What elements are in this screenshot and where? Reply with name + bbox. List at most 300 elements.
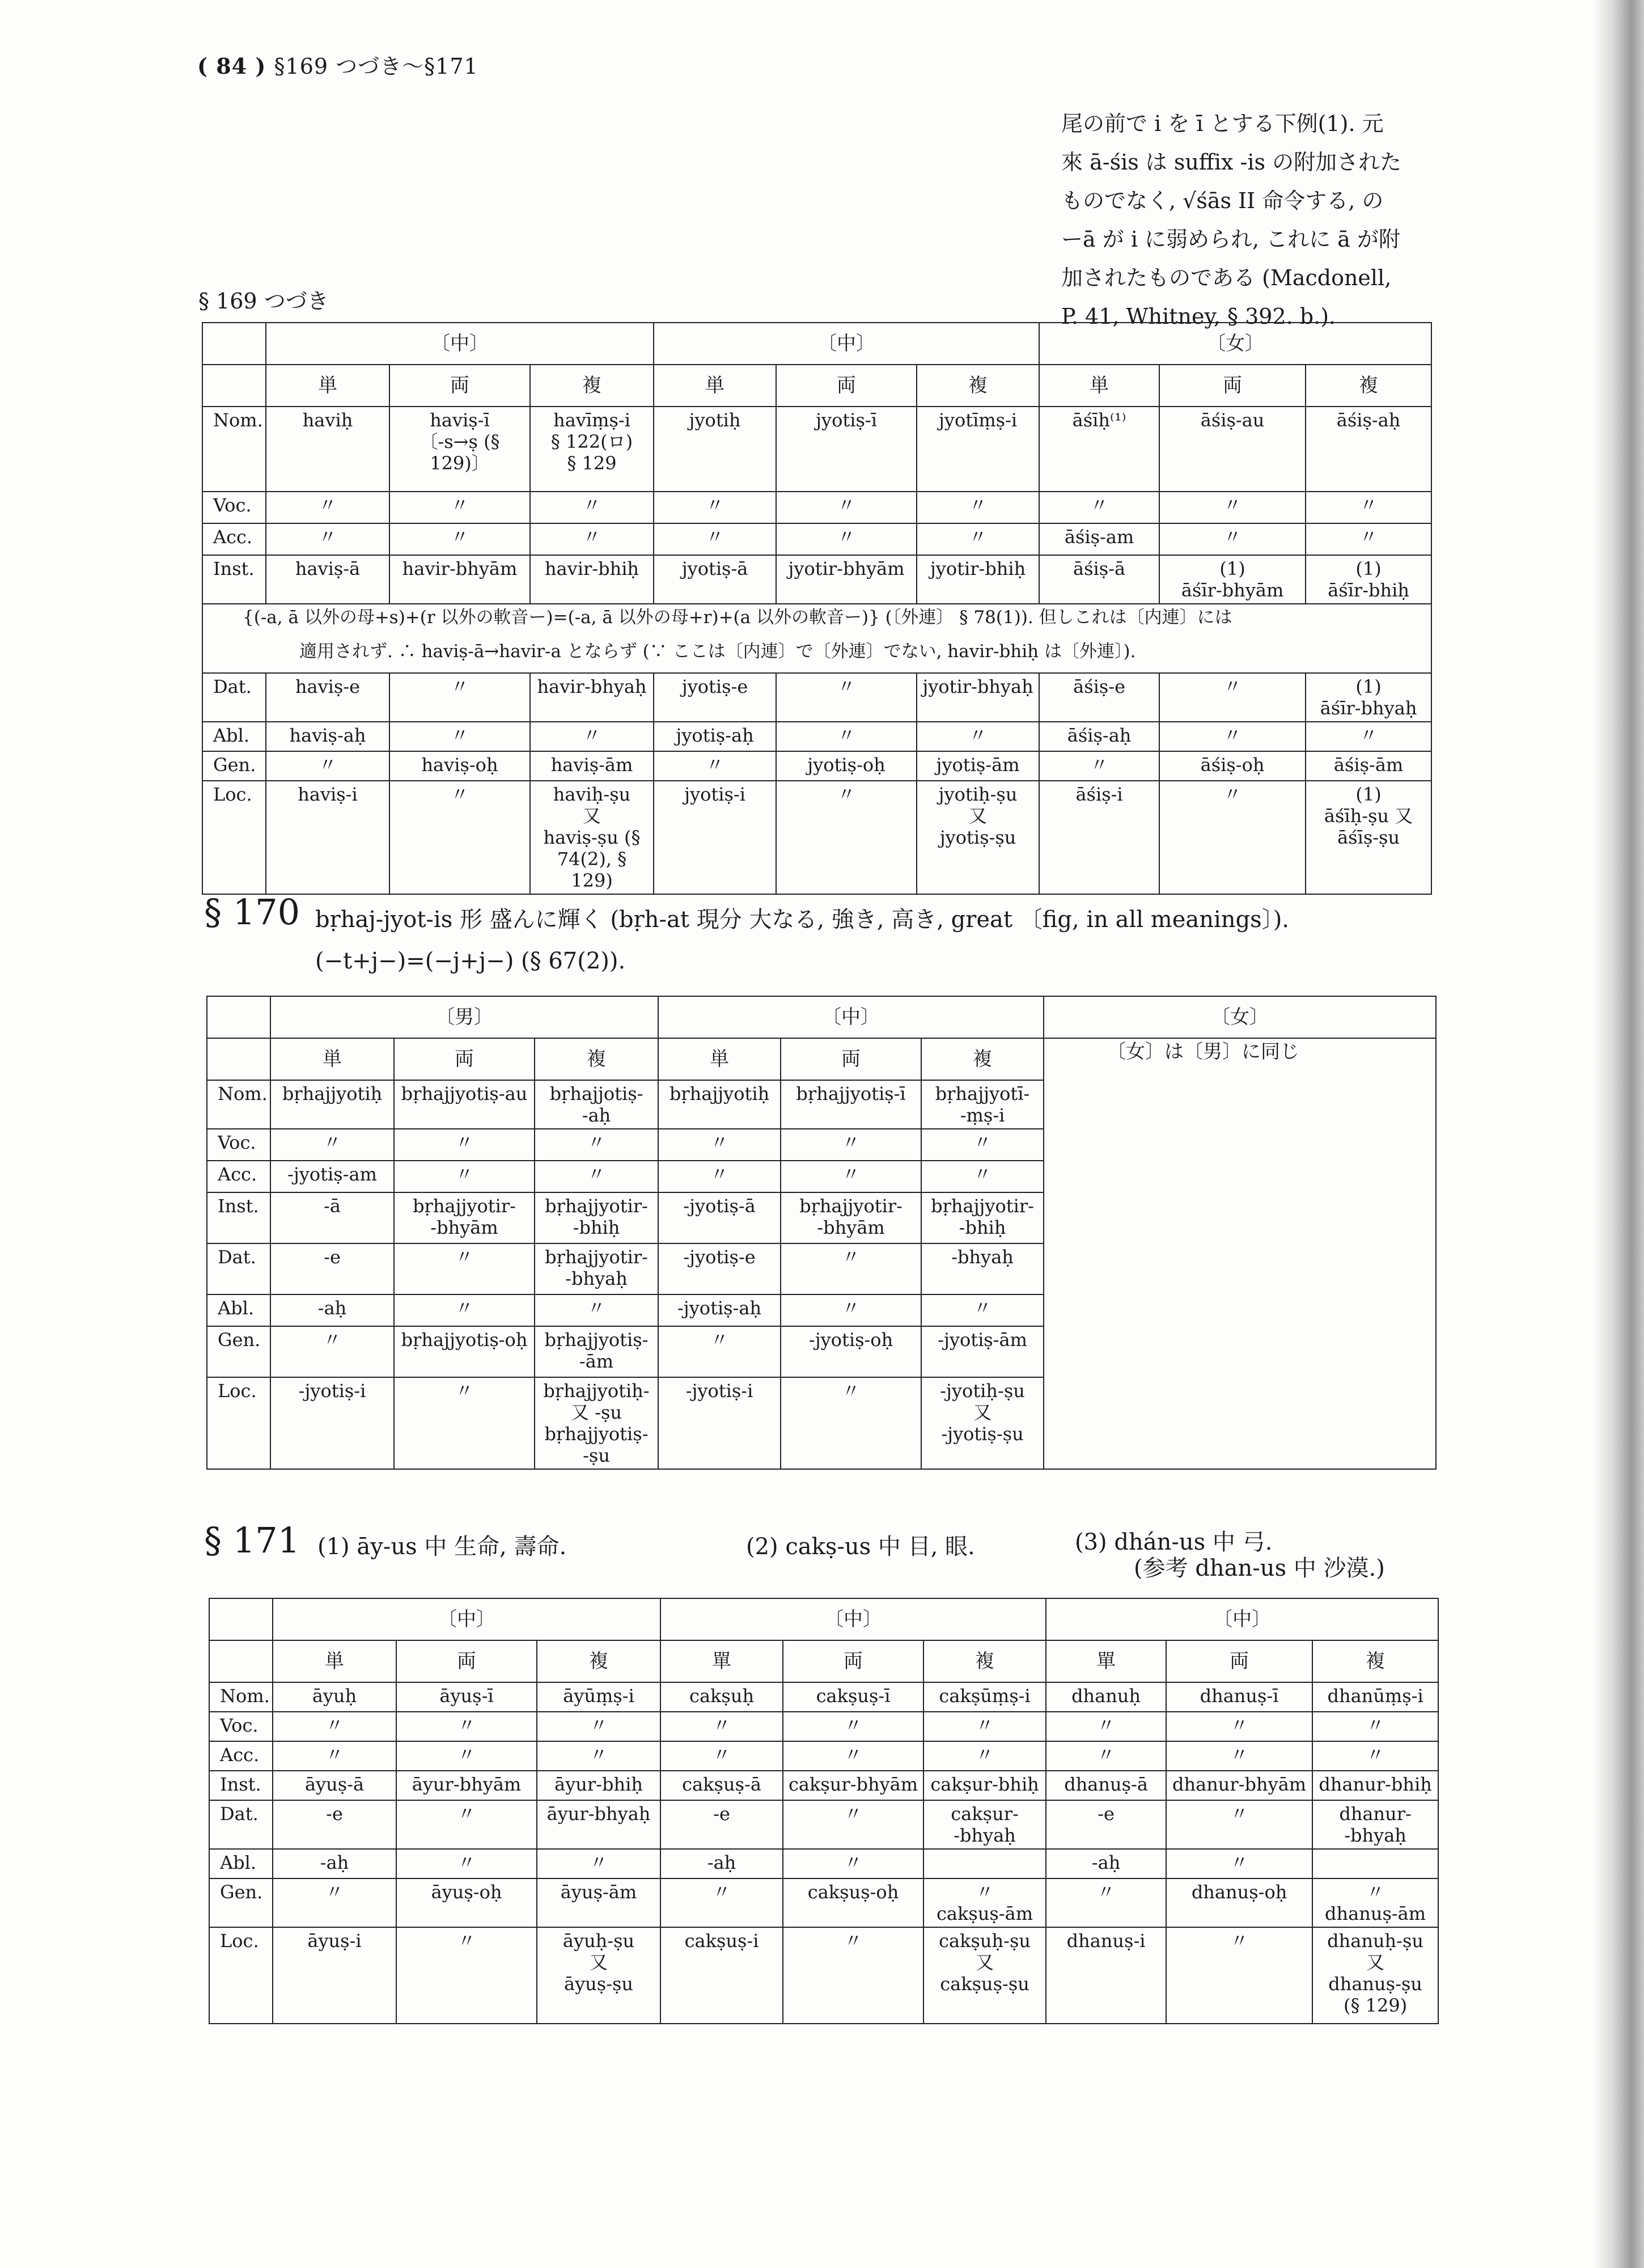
table-169	[202, 322, 1432, 895]
table-cell: 〃	[389, 523, 530, 555]
table-cell: jyotiṣ-aḥ	[654, 722, 776, 751]
table-row	[202, 492, 1431, 523]
table-cell: bṛhajjyotir- -bhyām	[394, 1192, 535, 1243]
table-cell: 〃	[389, 722, 530, 751]
case-label: Acc.	[202, 523, 266, 555]
table-cell: cakṣuḥ-ṣu 又 cakṣuṣ-ṣu	[923, 1927, 1046, 2024]
table-cell: 〃	[537, 1712, 660, 1741]
table-cell: 〃	[923, 1712, 1046, 1741]
table-cell: cakṣur-bhiḥ	[923, 1771, 1046, 1800]
table-row	[209, 1682, 1438, 1712]
number-header-row	[209, 1640, 1438, 1682]
table-cell: āyuḥ-ṣu 又 āyuṣ-ṣu	[537, 1927, 660, 2024]
table-cell: dhanuṣ-ī	[1166, 1682, 1312, 1712]
table-cell: jyotiṣ-e	[654, 673, 776, 722]
table-cell: (1) āśīr-bhyaḥ	[1306, 673, 1431, 722]
number-header: 両	[396, 1640, 537, 1682]
table-row	[202, 523, 1431, 555]
table-cell: 〃	[273, 1712, 396, 1741]
table-cell: -e	[273, 1800, 396, 1849]
table-cell: 〃	[658, 1326, 781, 1377]
note-line: ーā が i に弱められ, これに ā が附	[1061, 227, 1401, 252]
table-cell: 〃 cakṣuṣ-ām	[923, 1878, 1046, 1927]
table-cell: bṛhajjyotiṣ-au	[394, 1080, 535, 1129]
section-169-label: § 169 つづき	[198, 289, 329, 314]
table-cell: dhanur- -bhyaḥ	[1312, 1800, 1438, 1849]
table-cell: -jyotiṣ-am	[270, 1161, 394, 1192]
table-cell	[1312, 1849, 1438, 1878]
number-header: 単	[266, 365, 389, 407]
table-cell: 〃	[660, 1712, 783, 1741]
table-cell: havir-bhyaḥ	[530, 673, 654, 722]
table-cell: bṛhajjyotir- -bhiḥ	[921, 1192, 1044, 1243]
table-cell: cakṣur-bhyām	[783, 1771, 923, 1800]
table-cell: āśiṣ-oḥ	[1159, 751, 1306, 781]
table-row	[209, 1712, 1438, 1741]
gender-header-row	[209, 1598, 1438, 1640]
case-label: Abl.	[202, 722, 266, 751]
table-cell: 〃	[1159, 523, 1306, 555]
section-range: §169 つづき〜§171	[274, 54, 478, 79]
table-cell: 〃	[781, 1377, 921, 1469]
table-cell: haviḥ	[266, 407, 389, 492]
table-cell: āśiṣ-au	[1159, 407, 1306, 492]
table-cell: 〃	[396, 1927, 537, 2024]
gender-header-row	[207, 996, 1436, 1038]
case-label: Loc.	[209, 1927, 273, 2024]
table-cell: -bhyaḥ	[921, 1243, 1044, 1294]
table-cell: āyuḥ	[273, 1682, 396, 1712]
table-cell: 〃	[776, 523, 917, 555]
gender-header-row	[202, 323, 1431, 365]
table-row	[202, 673, 1431, 722]
table-cell: dhanuṣ-ā	[1046, 1771, 1166, 1800]
table-cell: dhanūṃṣ-i	[1312, 1682, 1438, 1712]
rule-text: 適用されず. ∴ haviṣ-ā→havir-a とならず (∵ ここは〔内連〕で〔外連〕でない, havir-bhiḥ は〔外連〕).	[202, 638, 1431, 673]
table-cell: 〃	[917, 722, 1039, 751]
table-cell: 〃	[1166, 1800, 1312, 1849]
table-cell: 〃	[1046, 1878, 1166, 1927]
table-cell: 〃	[1039, 492, 1159, 523]
table-cell: -e	[270, 1243, 394, 1294]
number-header: 複	[921, 1038, 1044, 1080]
table-cell: āśiṣ-e	[1039, 673, 1159, 722]
table-cell: bṛhajjyotī- -ṃṣ-i	[921, 1080, 1044, 1129]
table-cell: āyuṣ-ām	[537, 1878, 660, 1927]
page-edge-shadow	[1593, 0, 1644, 2268]
gender-header: 〔中〕	[654, 323, 1039, 365]
case-label: Loc.	[207, 1377, 270, 1469]
table-cell: 〃	[270, 1129, 394, 1161]
case-label: Inst.	[209, 1771, 273, 1800]
table-cell: 〃	[273, 1741, 396, 1771]
table-cell: (1) āśīr-bhiḥ	[1306, 555, 1431, 604]
number-header: 両	[781, 1038, 921, 1080]
corner-cell	[202, 365, 266, 407]
table-cell: jyotiḥ-ṣu 又 jyotiṣ-ṣu	[917, 781, 1039, 894]
section-171-item2: (2) cakṣ-us 中 目, 眼.	[746, 1534, 975, 1560]
table-cell: cakṣuṣ-ī	[783, 1682, 923, 1712]
table-cell	[923, 1849, 1046, 1878]
table-cell: 〃	[921, 1294, 1044, 1326]
table-171	[209, 1598, 1439, 2024]
table-cell: bṛhajjyotiṣ-ī	[781, 1080, 921, 1129]
section-171-item1: (1) āy-us 中 生命, 壽命.	[317, 1534, 567, 1560]
table-cell: āśiṣ-ā	[1039, 555, 1159, 604]
number-header: 單	[1046, 1640, 1166, 1682]
table-cell: 〃	[781, 1161, 921, 1192]
table-cell: 〃	[1159, 781, 1306, 894]
table-row	[209, 1849, 1438, 1878]
number-header: 両	[394, 1038, 535, 1080]
case-label: Gen.	[207, 1326, 270, 1377]
table-cell: -aḥ	[1046, 1849, 1166, 1878]
gender-header: 〔中〕	[658, 996, 1044, 1038]
table-cell: 〃	[394, 1377, 535, 1469]
number-header-row	[207, 1038, 1436, 1080]
table-row	[202, 781, 1431, 894]
table-cell: 〃	[273, 1878, 396, 1927]
number-header: 単	[658, 1038, 781, 1080]
table-cell: jyotīṃṣ-i	[917, 407, 1039, 492]
table-cell: (1) āśīḥ-ṣu 又 āśīṣ-ṣu	[1306, 781, 1431, 894]
table-cell: -aḥ	[660, 1849, 783, 1878]
table-cell: haviṣ-e	[266, 673, 389, 722]
number-header: 両	[783, 1640, 923, 1682]
table-cell: -jyotiṣ-ām	[921, 1326, 1044, 1377]
table-cell: cakṣuṣ-ā	[660, 1771, 783, 1800]
table-cell: āśiṣ-i	[1039, 781, 1159, 894]
number-header: 複	[1306, 365, 1431, 407]
case-label: Voc.	[209, 1712, 273, 1741]
case-label: Nom.	[209, 1682, 273, 1712]
table-cell: 〃	[776, 492, 917, 523]
table-cell: bṛhajjyotiṣ- -ām	[535, 1326, 658, 1377]
table-cell: 〃	[530, 722, 654, 751]
case-label: Abl.	[209, 1849, 273, 1878]
table-cell: jyotiṣ-ā	[654, 555, 776, 604]
table-cell: haviṣ-aḥ	[266, 722, 389, 751]
table-cell: āśiṣ-ām	[1306, 751, 1431, 781]
table-cell: jyotiṣ-oḥ	[776, 751, 917, 781]
rule-text: {(-a, ā 以外の母+s)+(r 以外の軟音ー)=(-a, ā 以外の母+r)+(a 以外の軟音ー)} (〔外連〕 § 78(1)). 但しこれは〔内連〕には	[202, 604, 1431, 638]
table-cell: 〃	[783, 1741, 923, 1771]
table-cell: 〃	[537, 1849, 660, 1878]
case-label: Voc.	[207, 1129, 270, 1161]
table-cell: āyuṣ-oḥ	[396, 1878, 537, 1927]
gender-header: 〔女〕	[1039, 323, 1431, 365]
table-cell: (1) āśīr-bhyām	[1159, 555, 1306, 604]
case-label: Acc.	[209, 1741, 273, 1771]
table-cell: 〃	[1312, 1741, 1438, 1771]
table-cell: 〃	[396, 1741, 537, 1771]
number-header: 複	[923, 1640, 1046, 1682]
case-label: Inst.	[202, 555, 266, 604]
table-cell: 〃	[266, 523, 389, 555]
case-label: Gen.	[209, 1878, 273, 1927]
table-cell: 〃	[783, 1800, 923, 1849]
table-cell: 〃	[917, 492, 1039, 523]
number-header: 両	[1159, 365, 1306, 407]
table-cell: -jyotiṣ-aḥ	[658, 1294, 781, 1326]
number-header: 複	[1312, 1640, 1438, 1682]
table-cell: 〃	[537, 1741, 660, 1771]
table-cell: 〃	[266, 492, 389, 523]
table-cell: -jyotiḥ-ṣu 又 -jyotiṣ-ṣu	[921, 1377, 1044, 1469]
table-cell: -aḥ	[270, 1294, 394, 1326]
section-171-number: § 171	[204, 1520, 300, 1561]
section-171-item3: (3) dhán-us 中 弓.	[1075, 1529, 1273, 1555]
table-cell: āśiṣ-am	[1039, 523, 1159, 555]
table-cell: 〃	[396, 1712, 537, 1741]
table-cell: bṛhajjyotiḥ	[658, 1080, 781, 1129]
table-cell: 〃	[394, 1243, 535, 1294]
table-cell: bṛhajjyotiṣ-oḥ	[394, 1326, 535, 1377]
table-cell: 〃	[783, 1927, 923, 2024]
case-label: Loc.	[202, 781, 266, 894]
table-cell: haviṣ-ā	[266, 555, 389, 604]
corner-cell	[207, 1038, 270, 1080]
table-cell: havir-bhiḥ	[530, 555, 654, 604]
table-cell: -e	[660, 1800, 783, 1849]
case-label: Nom.	[202, 407, 266, 492]
case-label: Nom.	[207, 1080, 270, 1129]
table-cell: 〃	[396, 1849, 537, 1878]
table-cell: 〃	[660, 1741, 783, 1771]
table-cell: 〃	[917, 523, 1039, 555]
table-cell: 〃	[781, 1129, 921, 1161]
case-label: Abl.	[207, 1294, 270, 1326]
number-header: 単	[1039, 365, 1159, 407]
table-cell: āyuṣ-ī	[396, 1682, 537, 1712]
table-cell: 〃	[394, 1129, 535, 1161]
table-cell: -e	[1046, 1800, 1166, 1849]
table-cell: cakṣuṣ-oḥ	[783, 1878, 923, 1927]
table-cell: 〃	[389, 781, 530, 894]
table-cell: 〃	[266, 751, 389, 781]
table-row	[202, 722, 1431, 751]
table-row	[202, 555, 1431, 604]
section-170-number: § 170	[204, 891, 300, 933]
table-cell: 〃	[658, 1129, 781, 1161]
table-cell: 〃	[1306, 722, 1431, 751]
table-cell: -jyotiṣ-ā	[658, 1192, 781, 1243]
table-cell: 〃	[535, 1161, 658, 1192]
table-cell: āśiṣ-aḥ	[1039, 722, 1159, 751]
page-header	[197, 49, 478, 80]
table-cell: jyotir-bhyām	[776, 555, 917, 604]
table-cell: 〃	[776, 722, 917, 751]
table-cell: 〃	[1046, 1712, 1166, 1741]
gender-header: 〔中〕	[266, 323, 654, 365]
table-cell: jyotiṣ-i	[654, 781, 776, 894]
table-cell: 〃	[776, 673, 917, 722]
table-cell: 〃	[1166, 1741, 1312, 1771]
table-cell: havīṃṣ-i § 122(ロ) § 129	[530, 407, 654, 492]
table-cell: 〃	[654, 523, 776, 555]
table-cell: 〃	[1159, 492, 1306, 523]
table-cell: āyur-bhyām	[396, 1771, 537, 1800]
table-cell: jyotir-bhyaḥ	[917, 673, 1039, 722]
table-cell: 〃	[530, 523, 654, 555]
table-cell: jyotiṣ-ī	[776, 407, 917, 492]
table-cell: 〃	[654, 751, 776, 781]
table-cell: cakṣur- -bhyaḥ	[923, 1800, 1046, 1849]
table-cell: bṛhajjyotir- -bhyām	[781, 1192, 921, 1243]
table-cell: 〃	[389, 492, 530, 523]
table-row	[209, 1800, 1438, 1849]
table-cell: 〃	[1166, 1712, 1312, 1741]
table-cell: -jyotiṣ-i	[658, 1377, 781, 1469]
table-cell: āyur-bhyaḥ	[537, 1800, 660, 1849]
table-cell: 〃	[923, 1741, 1046, 1771]
table-cell: bṛhajjyotiḥ	[270, 1080, 394, 1129]
table-cell: āyur-bhiḥ	[537, 1771, 660, 1800]
table-cell: bṛhajjyotir- -bhiḥ	[535, 1192, 658, 1243]
table-cell: 〃	[776, 781, 917, 894]
number-header-row	[202, 365, 1431, 407]
table-cell: 〃	[394, 1294, 535, 1326]
number-header: 複	[537, 1640, 660, 1682]
table-cell: -jyotiṣ-oḥ	[781, 1326, 921, 1377]
table-cell: āyuṣ-ā	[273, 1771, 396, 1800]
table-row	[209, 1927, 1438, 2024]
table-cell: 〃	[1046, 1741, 1166, 1771]
table-cell: bṛhajjyotiḥ- 又 -ṣu bṛhajjyotiṣ- -ṣu	[535, 1377, 658, 1469]
table-cell: bṛhajjyotir- -bhyaḥ	[535, 1243, 658, 1294]
table-cell: bṛhajjotiṣ- -aḥ	[535, 1080, 658, 1129]
table-cell: 〃	[921, 1161, 1044, 1192]
table-cell: dhanur-bhyām	[1166, 1771, 1312, 1800]
table-row	[202, 751, 1431, 781]
note-line: P. 41, Whitney, § 392. b.).	[1061, 304, 1336, 329]
table-cell: jyotir-bhiḥ	[917, 555, 1039, 604]
case-label: Inst.	[207, 1192, 270, 1243]
table-cell: 〃	[270, 1326, 394, 1377]
table-cell: dhanuṣ-i	[1046, 1927, 1166, 2024]
table-cell: 〃	[1312, 1712, 1438, 1741]
corner-cell	[207, 996, 270, 1038]
table-row	[209, 1878, 1438, 1927]
section-171-item3-note: (参考 dhan-us 中 沙漠.)	[1134, 1555, 1385, 1581]
number-header: 單	[660, 1640, 783, 1682]
table-cell: 〃	[394, 1161, 535, 1192]
table-cell: dhanuḥ-ṣu 又 dhanuṣ-ṣu (§ 129)	[1312, 1927, 1438, 2024]
table-cell: 〃	[1306, 492, 1431, 523]
table-cell: āyuṣ-i	[273, 1927, 396, 2024]
table-cell: āśīḥ⁽¹⁾	[1039, 407, 1159, 492]
table-cell: 〃	[654, 492, 776, 523]
table-cell: haviṣ-oḥ	[389, 751, 530, 781]
rule-row	[202, 638, 1431, 673]
table-cell: āśiṣ-aḥ	[1306, 407, 1431, 492]
table-row	[209, 1741, 1438, 1771]
table-cell: 〃	[1159, 673, 1306, 722]
table-cell: dhanur-bhiḥ	[1312, 1771, 1438, 1800]
section-170-title: bṛhaj-jyot-is 形 盛んに輝く (bṛh-at 現分 大なる, 強き, 高き, great 〔fig, in all meanings〕).	[315, 907, 1290, 933]
table-cell: 〃	[658, 1161, 781, 1192]
section-170-rule: (−t+j−)=(−j+j−) (§ 67(2)).	[315, 948, 626, 974]
number-header: 両	[1166, 1640, 1312, 1682]
note-line: 尾の前で i を ī とする下例(1). 元	[1061, 111, 1384, 136]
gender-header: 〔女〕	[1044, 996, 1436, 1038]
table-cell: 〃	[921, 1129, 1044, 1161]
case-label: Dat.	[202, 673, 266, 722]
table-cell: -jyotiṣ-i	[270, 1377, 394, 1469]
table-row	[202, 407, 1431, 492]
note-line: ものでなく, √śās II 命令する, の	[1061, 188, 1384, 213]
table-cell: 〃	[1166, 1927, 1312, 2024]
table-cell: 〃 dhanuṣ-ām	[1312, 1878, 1438, 1927]
table-cell: 〃	[1039, 751, 1159, 781]
rule-row	[202, 604, 1431, 638]
table-cell: 〃	[1159, 722, 1306, 751]
case-label: Gen.	[202, 751, 266, 781]
table-cell: āyūṃṣ-i	[537, 1682, 660, 1712]
page-number: ( 84 )	[197, 53, 266, 79]
table-cell: jyotiṣ-ām	[917, 751, 1039, 781]
gender-header: 〔中〕	[273, 1598, 660, 1640]
table-row	[209, 1771, 1438, 1800]
number-header: 両	[389, 365, 530, 407]
table-cell: 〃	[1166, 1849, 1312, 1878]
gender-header: 〔中〕	[1046, 1598, 1438, 1640]
table-cell: -jyotiṣ-e	[658, 1243, 781, 1294]
gender-header: 〔男〕	[270, 996, 658, 1038]
table-cell: 〃	[781, 1294, 921, 1326]
table-cell: 〃	[783, 1849, 923, 1878]
table-cell: 〃	[535, 1129, 658, 1161]
number-header: 複	[530, 365, 654, 407]
case-label: Dat.	[207, 1243, 270, 1294]
number-header: 複	[917, 365, 1039, 407]
table-cell: 〃	[660, 1878, 783, 1927]
gender-header: 〔中〕	[660, 1598, 1046, 1640]
table-cell: haviṣ-ī 〔-s→ṣ (§ 129)〕	[389, 407, 530, 492]
number-header: 複	[535, 1038, 658, 1080]
corner-cell	[209, 1640, 273, 1682]
case-label: Voc.	[202, 492, 266, 523]
table-cell: 〃	[396, 1800, 537, 1849]
table-cell: 〃	[1306, 523, 1431, 555]
number-header: 単	[273, 1640, 396, 1682]
feminine-note: 〔女〕は〔男〕に同じ	[1044, 1038, 1436, 1469]
table-cell: dhanuṣ-oḥ	[1166, 1878, 1312, 1927]
table-cell: cakṣuḥ	[660, 1682, 783, 1712]
table-cell: jyotiḥ	[654, 407, 776, 492]
table-cell: haviṣ-ām	[530, 751, 654, 781]
table-cell: 〃	[783, 1712, 923, 1741]
table-cell: cakṣūṃṣ-i	[923, 1682, 1046, 1712]
table-cell: cakṣuṣ-i	[660, 1927, 783, 2024]
table-cell: 〃	[781, 1243, 921, 1294]
table-cell: -aḥ	[273, 1849, 396, 1878]
number-header: 単	[654, 365, 776, 407]
table-cell: -ā	[270, 1192, 394, 1243]
table-170	[206, 996, 1437, 1470]
note-line: 加されたものである (Macdonell,	[1061, 265, 1392, 290]
case-label: Dat.	[209, 1800, 273, 1849]
table-cell: havir-bhyām	[389, 555, 530, 604]
corner-cell	[209, 1598, 273, 1640]
table-cell: 〃	[535, 1294, 658, 1326]
number-header: 両	[776, 365, 917, 407]
table-cell: 〃	[389, 673, 530, 722]
table-cell: 〃	[530, 492, 654, 523]
table-cell: haviṣ-i	[266, 781, 389, 894]
table-cell: dhanuḥ	[1046, 1682, 1166, 1712]
side-note	[1061, 104, 1430, 336]
